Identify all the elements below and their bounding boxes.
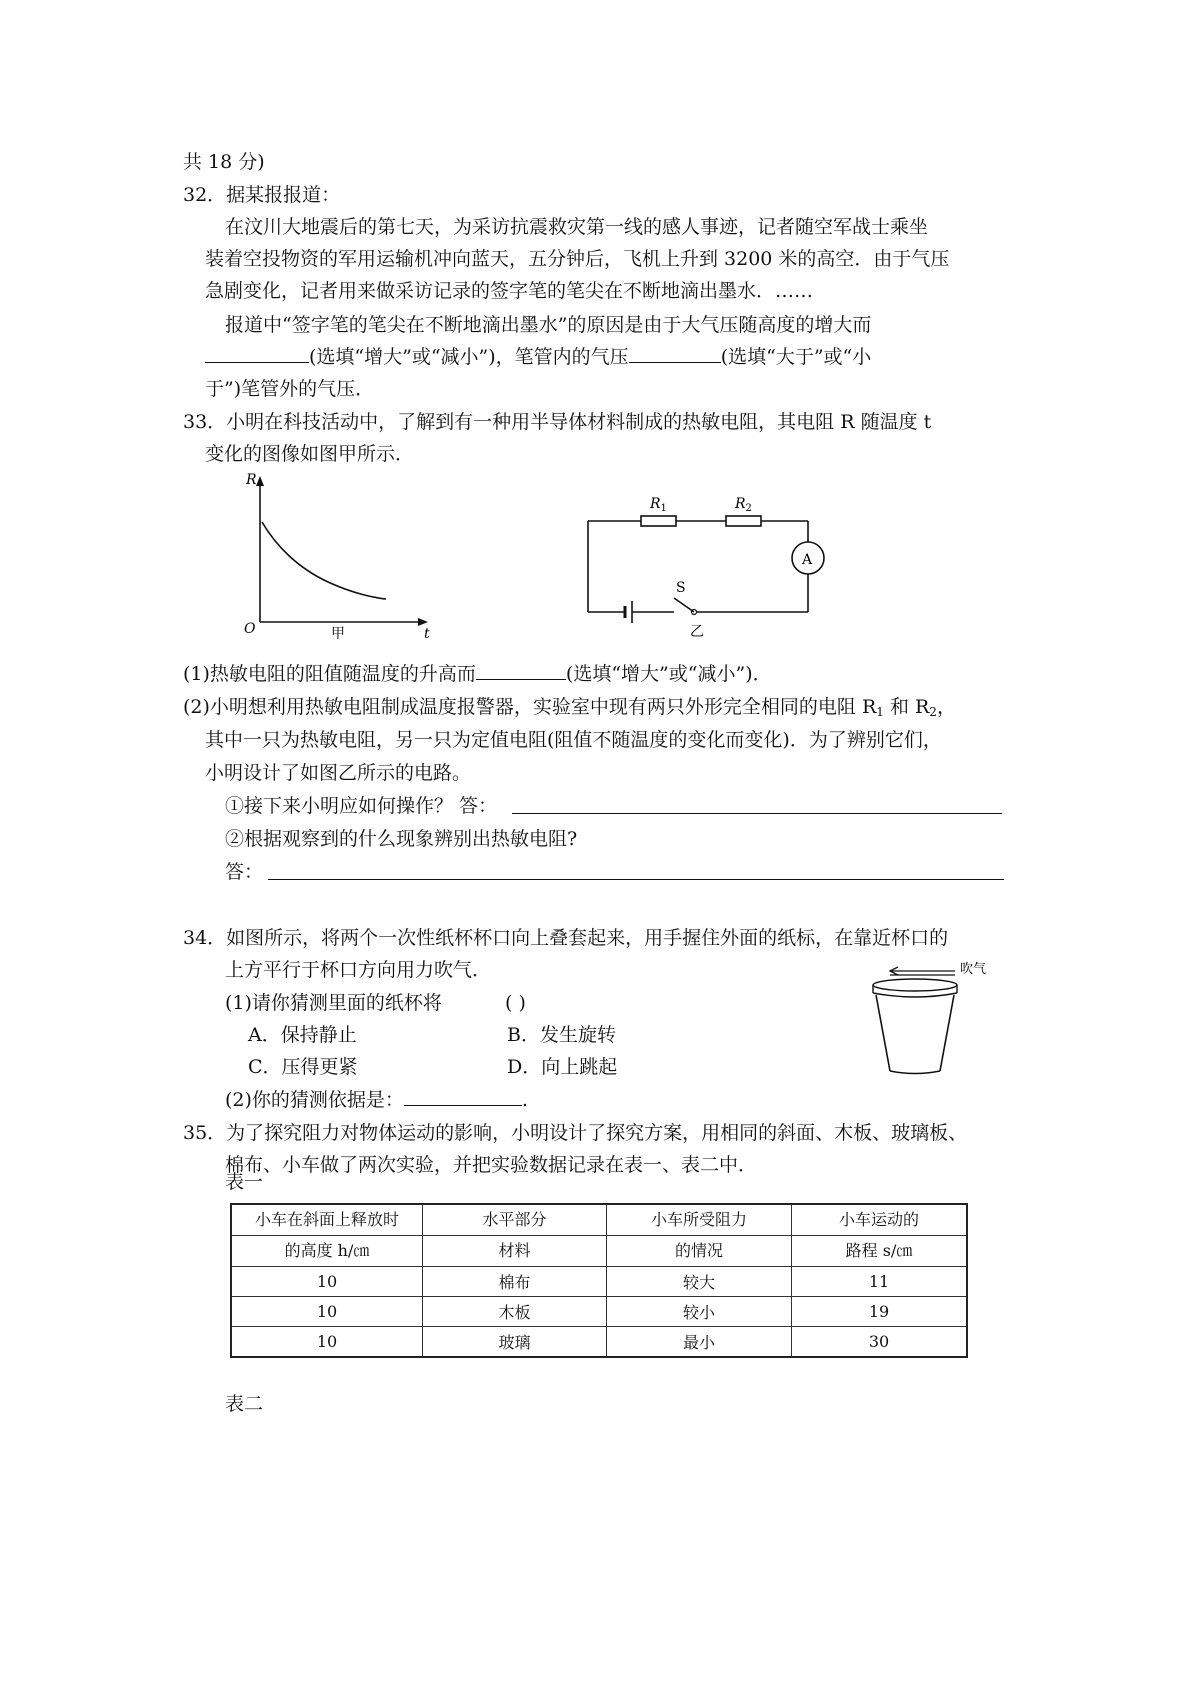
resistor-r2 bbox=[726, 516, 761, 526]
table-header-row-2 bbox=[231, 1236, 967, 1267]
q33-part2-line1 bbox=[183, 693, 956, 726]
q34-part2-answer-blank[interactable] bbox=[404, 1087, 522, 1106]
table-cell: 最小 bbox=[607, 1327, 792, 1358]
q33-item1: ①接下来小明应如何操作？ 答： bbox=[225, 795, 498, 817]
q33-part2-comma: ， bbox=[936, 696, 956, 718]
q34-heading: 34．如图所示，将两个一次性纸杯杯口向上叠套起来，用手握住外面的纸标，在靠近杯口的 bbox=[183, 927, 949, 949]
q32-paragraph-line1: 在汶川大地震后的第七天，为采访抗震救灾第一线的感人事迹，记者随空军战士乘坐 bbox=[225, 216, 929, 238]
table-cell: 较大 bbox=[607, 1267, 792, 1297]
q32-heading: 32．据某报报道： bbox=[183, 184, 341, 206]
table-header-cell: 的高度 h/㎝ bbox=[231, 1236, 423, 1267]
table-row bbox=[231, 1327, 967, 1358]
table-header-row-1 bbox=[231, 1204, 967, 1236]
q34-option-b: B．发生旋转 bbox=[507, 1024, 616, 1046]
cup-left-wall bbox=[876, 995, 890, 1071]
table-cell: 19 bbox=[792, 1297, 968, 1327]
q35-heading-line2: 棉布、小车做了两次实验，并把实验数据记录在表一、表二中． bbox=[225, 1154, 758, 1176]
q33-part1 bbox=[183, 660, 772, 688]
q32-question-line2 bbox=[205, 343, 871, 371]
q32-paragraph-line2: 装着空投物资的军用运输机冲向蓝天，五分钟后，飞机上升到 3200 米的高空．由于气压 bbox=[205, 248, 950, 270]
resistance-temperature-graph bbox=[236, 470, 436, 640]
q34-part1: (1)请你猜测里面的纸杯将 bbox=[225, 992, 442, 1014]
table-header-cell: 水平部分 bbox=[423, 1204, 607, 1236]
section-tail: 共 18 分) bbox=[183, 151, 265, 173]
table-header-cell: 小车运动的 bbox=[792, 1204, 968, 1236]
table-cell: 玻璃 bbox=[423, 1327, 607, 1358]
q34-part2 bbox=[225, 1086, 528, 1114]
q34-option-c: C．压得更紧 bbox=[248, 1056, 358, 1078]
q33-part1-options: (选填“增大”或“减小”)． bbox=[565, 663, 772, 685]
q32-option-text-2: (选填“大于”或“小 bbox=[720, 346, 872, 368]
table-cell: 10 bbox=[231, 1297, 423, 1327]
experiment-table-1 bbox=[230, 1203, 968, 1358]
table2-title: 表二 bbox=[225, 1393, 264, 1415]
q33-heading: 33．小明在科技活动中，了解到有一种用半导体材料制成的热敏电阻，其电阻 R 随温度 t bbox=[183, 411, 932, 433]
table-row bbox=[231, 1267, 967, 1297]
r1-subscript: 1 bbox=[876, 705, 884, 719]
q32-paragraph-line3: 急剧变化，记者用来做采访记录的签字笔的笔尖在不断地滴出墨水．…… bbox=[205, 280, 814, 302]
table-cell: 10 bbox=[231, 1327, 423, 1358]
q33-item2: ②根据观察到的什么现象辨别出热敏电阻? bbox=[225, 828, 578, 850]
q33-heading-line2: 变化的图像如图甲所示． bbox=[205, 443, 415, 465]
table-header-cell: 路程 s/㎝ bbox=[792, 1236, 968, 1267]
q33-part2-text: (2)小明想利用热敏电阻制成温度报警器，实验室中现有两只外形完全相同的电阻 R bbox=[183, 696, 877, 718]
q33-part2-line2: 其中一只为热敏电阻，另一只为定值电阻(阻值不随温度的变化而变化)．为了辨别它们， bbox=[205, 729, 942, 751]
q34-part2-text: (2)你的猜测依据是： bbox=[225, 1089, 404, 1111]
origin-label: O bbox=[244, 621, 256, 637]
switch-label: S bbox=[676, 580, 686, 596]
table-cell: 较小 bbox=[607, 1297, 792, 1327]
paper-cup-figure bbox=[860, 955, 1000, 1080]
x-axis-label: t bbox=[424, 626, 430, 640]
table-header-cell: 材料 bbox=[423, 1236, 607, 1267]
q34-answer-parentheses[interactable]: ( ) bbox=[505, 992, 526, 1014]
graph-caption: 甲 bbox=[331, 626, 345, 640]
r2-label: $R_2$ bbox=[735, 496, 752, 514]
table-cell: 11 bbox=[792, 1267, 968, 1297]
q32-answer-blank-2[interactable] bbox=[629, 344, 721, 363]
table-header-cell: 的情况 bbox=[607, 1236, 792, 1267]
y-axis-arrow-icon bbox=[256, 476, 264, 486]
q34-option-a: A．保持静止 bbox=[248, 1024, 357, 1046]
resistance-curve bbox=[262, 522, 386, 599]
q35-heading: 35．为了探究阻力对物体运动的影响，小明设计了探究方案，用相同的斜面、木板、玻璃板、 bbox=[183, 1122, 968, 1144]
table-header-cell: 小车在斜面上释放时 bbox=[231, 1204, 423, 1236]
q33-item1-answer-line[interactable] bbox=[512, 813, 1002, 814]
table-header-cell: 小车所受阻力 bbox=[607, 1204, 792, 1236]
cup-right-wall bbox=[940, 995, 954, 1071]
table-cell: 木板 bbox=[423, 1297, 607, 1327]
q32-question-line1: 报道中“签字笔的笔尖在不断地滴出墨水”的原因是由于大气压随高度的增大而 bbox=[225, 314, 872, 336]
y-axis-label: R bbox=[246, 472, 257, 488]
q32-question-line3: 于”)笔管外的气压． bbox=[205, 378, 375, 400]
circuit-diagram bbox=[578, 488, 838, 638]
r1-label: $R_1$ bbox=[650, 496, 667, 514]
table-row bbox=[231, 1297, 967, 1327]
q33-part2-line3: 小明设计了如图乙所示的电路。 bbox=[205, 762, 472, 784]
resistor-r1 bbox=[641, 516, 676, 526]
table-cell: 棉布 bbox=[423, 1267, 607, 1297]
table-cell: 30 bbox=[792, 1327, 968, 1358]
switch-icon bbox=[674, 598, 694, 612]
q33-part1-answer-blank[interactable] bbox=[476, 661, 566, 680]
q34-option-d: D．向上跳起 bbox=[507, 1056, 618, 1078]
q33-item2-answer-line[interactable] bbox=[268, 879, 1004, 880]
table-cell: 10 bbox=[231, 1267, 423, 1297]
table1-title: 表一 bbox=[225, 1171, 264, 1193]
blow-label: 吹气 bbox=[960, 962, 987, 977]
q33-item2-answer-label: 答： bbox=[225, 861, 264, 883]
q33-part1-text: (1)热敏电阻的阻值随温度的升高而 bbox=[183, 663, 476, 685]
q34-heading-line2: 上方平行于杯口方向用力吹气． bbox=[225, 959, 492, 981]
r2-subscript: 2 bbox=[929, 705, 937, 719]
q33-part2-and: 和 R bbox=[883, 696, 930, 718]
q32-option-text-1: (选填“增大”或“减小”)，笔管内的气压 bbox=[309, 346, 629, 368]
ammeter-label: A bbox=[802, 552, 813, 568]
x-axis-arrow-icon bbox=[418, 618, 428, 626]
cup-bottom bbox=[890, 1071, 940, 1074]
q32-answer-blank-1[interactable] bbox=[205, 344, 309, 363]
cup-rim-icon bbox=[873, 979, 957, 991]
q34-part2-period: . bbox=[521, 1089, 528, 1111]
circuit-caption: 乙 bbox=[690, 624, 704, 638]
